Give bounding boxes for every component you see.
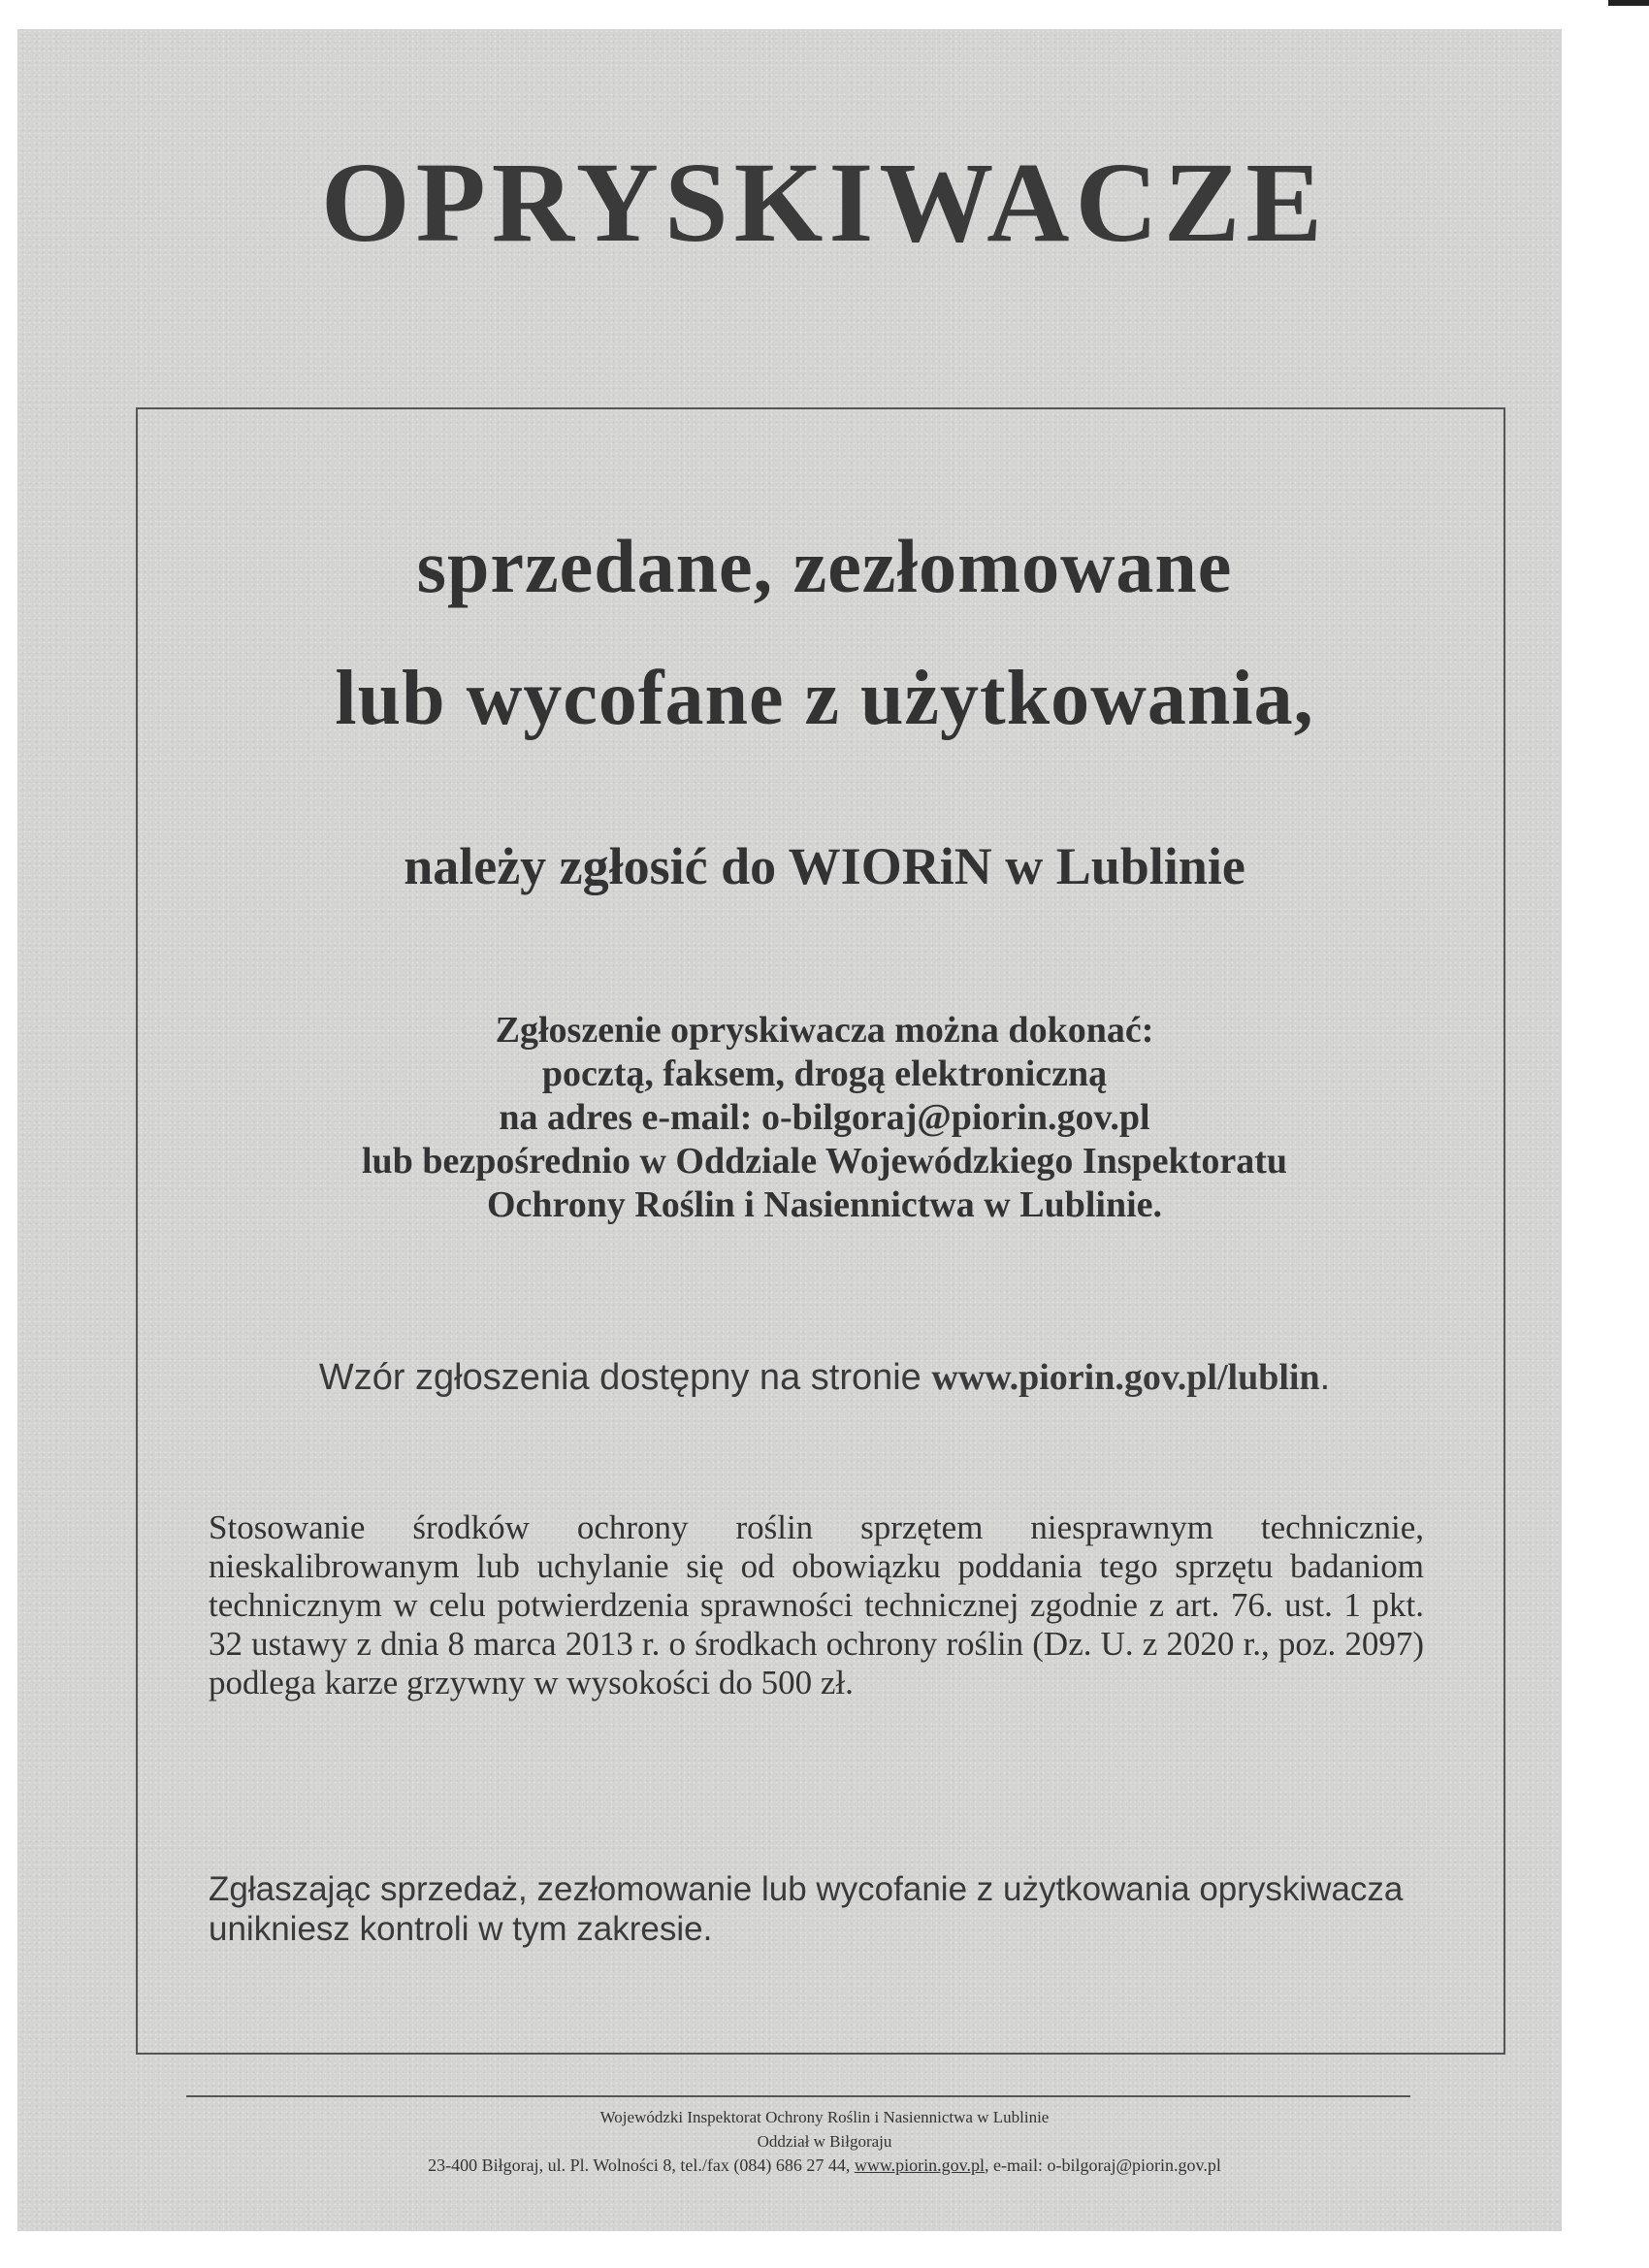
footer (0, 2105, 1649, 2178)
closing-paragraph: Zgłaszając sprzedaż, zezłomowanie lub wycofanie z użytkowania opryskiwacza unikniesz kontroli w tym zakresie. (209, 1870, 1404, 1948)
template-link[interactable]: www.piorin.gov.pl/lublin (931, 1357, 1320, 1398)
subtitle-line-2: lub wycofane z użytkowania, (335, 656, 1314, 741)
page-title: OPRYSKIWACZE (320, 139, 1329, 266)
footer-email: , e-mail: o-bilgoraj@piorin.gov.pl (984, 2155, 1221, 2175)
footer-org-name: Wojewódzki Inspektorat Ochrony Roślin i Nasiennictwa w Lublinie (599, 2108, 1050, 2126)
notice-line-email: na adres e-mail: o-bilgoraj@piorin.gov.pl (499, 1097, 1150, 1138)
notice-block (0, 1009, 1649, 1227)
content-frame (136, 407, 1505, 2055)
penalty-paragraph: Stosowanie środków ochrony roślin sprzętem niesprawnym technicznie, nieskalibrowanym lub uchylanie się od obowiązku poddania tego sprzętu badaniom technicznym w celu potwierdzenia sprawności technicznej zgodnie z art. 76. ust. 1 pkt. 32 ustawy z dnia 8 marca 2013 r. o środkach ochrony roślin (Dz. U. z 2020 r., poz. 2097) podlega karze grzywny w wysokości do 500 zł. (209, 1508, 1424, 1701)
footer-divider (186, 2095, 1410, 2097)
notice-line: Zgłoszenie opryskiwacza można dokonać: (495, 1010, 1154, 1051)
footer-branch: Oddział w Biłgoraju (757, 2132, 892, 2151)
template-info (0, 1356, 1649, 1399)
notice-line: pocztą, faksem, drogą elektroniczną (541, 1053, 1108, 1094)
template-info-suffix: . (1319, 1357, 1331, 1398)
subtitle-line-1: sprzedane, zezłomowane (416, 524, 1233, 608)
scan-edge-mark (1608, 0, 1649, 6)
notice-line: lub bezpośrednio w Oddziale Wojewódzkiego Inspektoratu (362, 1141, 1287, 1182)
template-info-text: Wzór zgłoszenia dostępny na stronie (318, 1357, 932, 1398)
footer-address: 23-400 Biłgoraj, ul. Pl. Wolności 8, tel./fax (084) 686 27 44, (428, 2155, 855, 2175)
footer-website-link[interactable]: www.piorin.gov.pl (854, 2155, 985, 2175)
subtitle-line-3: należy zgłosić do WIORiN w Lublinie (404, 837, 1245, 895)
footer-contact (0, 2154, 1649, 2178)
notice-line: Ochrony Roślin i Nasiennictwa w Lublinie. (486, 1184, 1163, 1225)
